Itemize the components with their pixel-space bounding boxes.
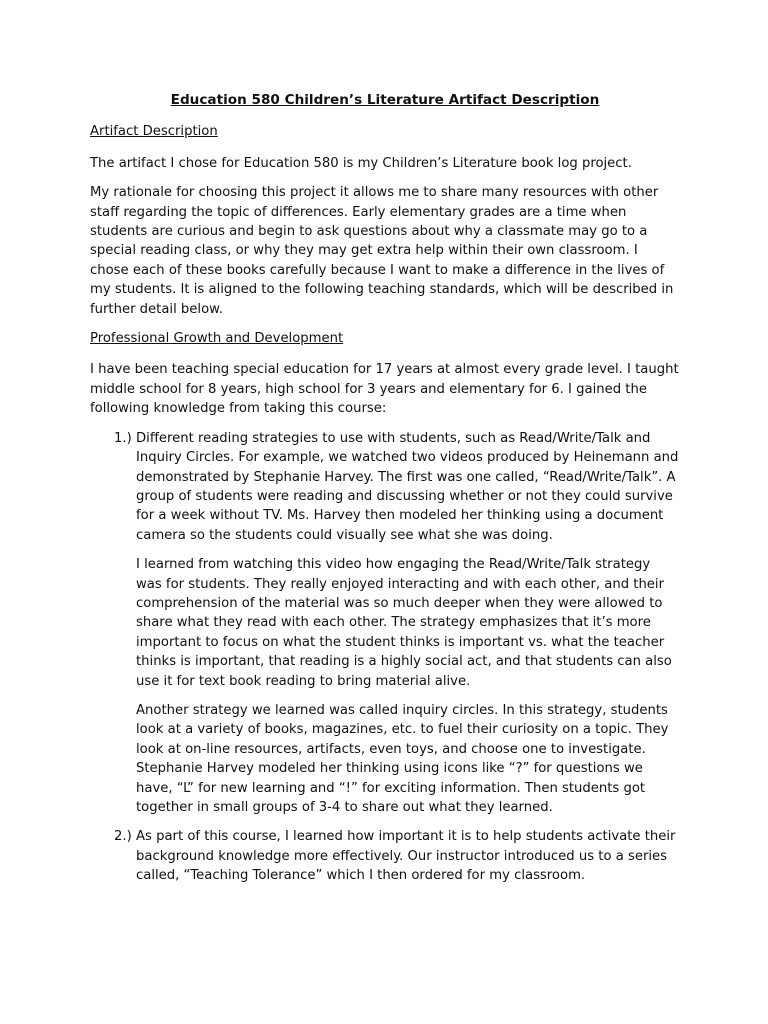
list-item-1-paragraph-1: Different reading strategies to use with students, such as Read/Write/Talk and Inquiry Circles. For example, we watched two videos produced by Heinemann and demonstrated by Stephanie Harvey. The first was one called, “Read/Write/Talk”. A group of students were reading and discussing whether or not they could survive for a week without TV. Ms. Harvey then modeled her thinking using a document camera so the students could visually see what she was doing. <box>136 430 679 543</box>
list-item-2 <box>90 827 680 885</box>
section-heading-artifact-description: Artifact Description <box>90 124 218 140</box>
document-page <box>90 91 680 896</box>
paragraph-artifact-choice: The artifact I chose for Education 580 is my Children’s Literature book log project. <box>90 155 632 171</box>
list-item-1-paragraph-3: Another strategy we learned was called inquiry circles. In this strategy, students look at a variety of books, magazines, etc. to fuel their curiosity on a topic. They look at on-line resources, artifacts, even toys, and choose one to investigate. Stephanie Harvey modeled her thinking using icons like “?” for questions we have, “L” for new learning and “!” for exciting information. Then students got together in small groups of 3-4 to share out what they learned. <box>136 702 669 815</box>
paragraph-rationale: My rationale for choosing this project it allows me to share many resources with other staff regarding the topic of differences. Early elementary grades are a time when students are curious and begin to ask questions about why a classmate may go to a special reading class, or why they may get extra help within their own classroom. I chose each of these books carefully because I want to make a difference in the lives of my students. It is aligned to the following teaching standards, which will be described in further detail below. <box>90 185 674 317</box>
document-title: Education 580 Children’s Literature Artifact Description <box>170 92 600 108</box>
list-item-1-paragraph-2: I learned from watching this video how engaging the Read/Write/Talk strategy was for students. They really enjoyed interacting and with each other, and their comprehension of the material was so much deeper when they were allowed to share what they read with each other. The strategy emphasizes that it’s more important to focus on what the student thinks is important vs. what the teacher thinks is important, that reading is a highly social act, and that students can also use it for text book reading to bring material alive. <box>136 557 672 689</box>
knowledge-list <box>90 429 680 886</box>
list-marker: 1.) <box>114 430 132 446</box>
paragraph-teaching-experience: I have been teaching special education for 17 years at almost every grade level. I taught middle school for 8 years, high school for 3 years and elementary for 6. I gained the following knowledge from taking this course: <box>90 362 679 417</box>
list-item-2-paragraph-1: As part of this course, I learned how important it is to help students activate their background knowledge more effectively. Our instructor introduced us to a series called, “Teaching Tolerance” which I then ordered for my classroom. <box>136 829 676 884</box>
list-marker: 2.) <box>114 829 132 845</box>
section-heading-professional-growth: Professional Growth and Development <box>90 331 344 347</box>
list-item-1 <box>90 429 680 818</box>
